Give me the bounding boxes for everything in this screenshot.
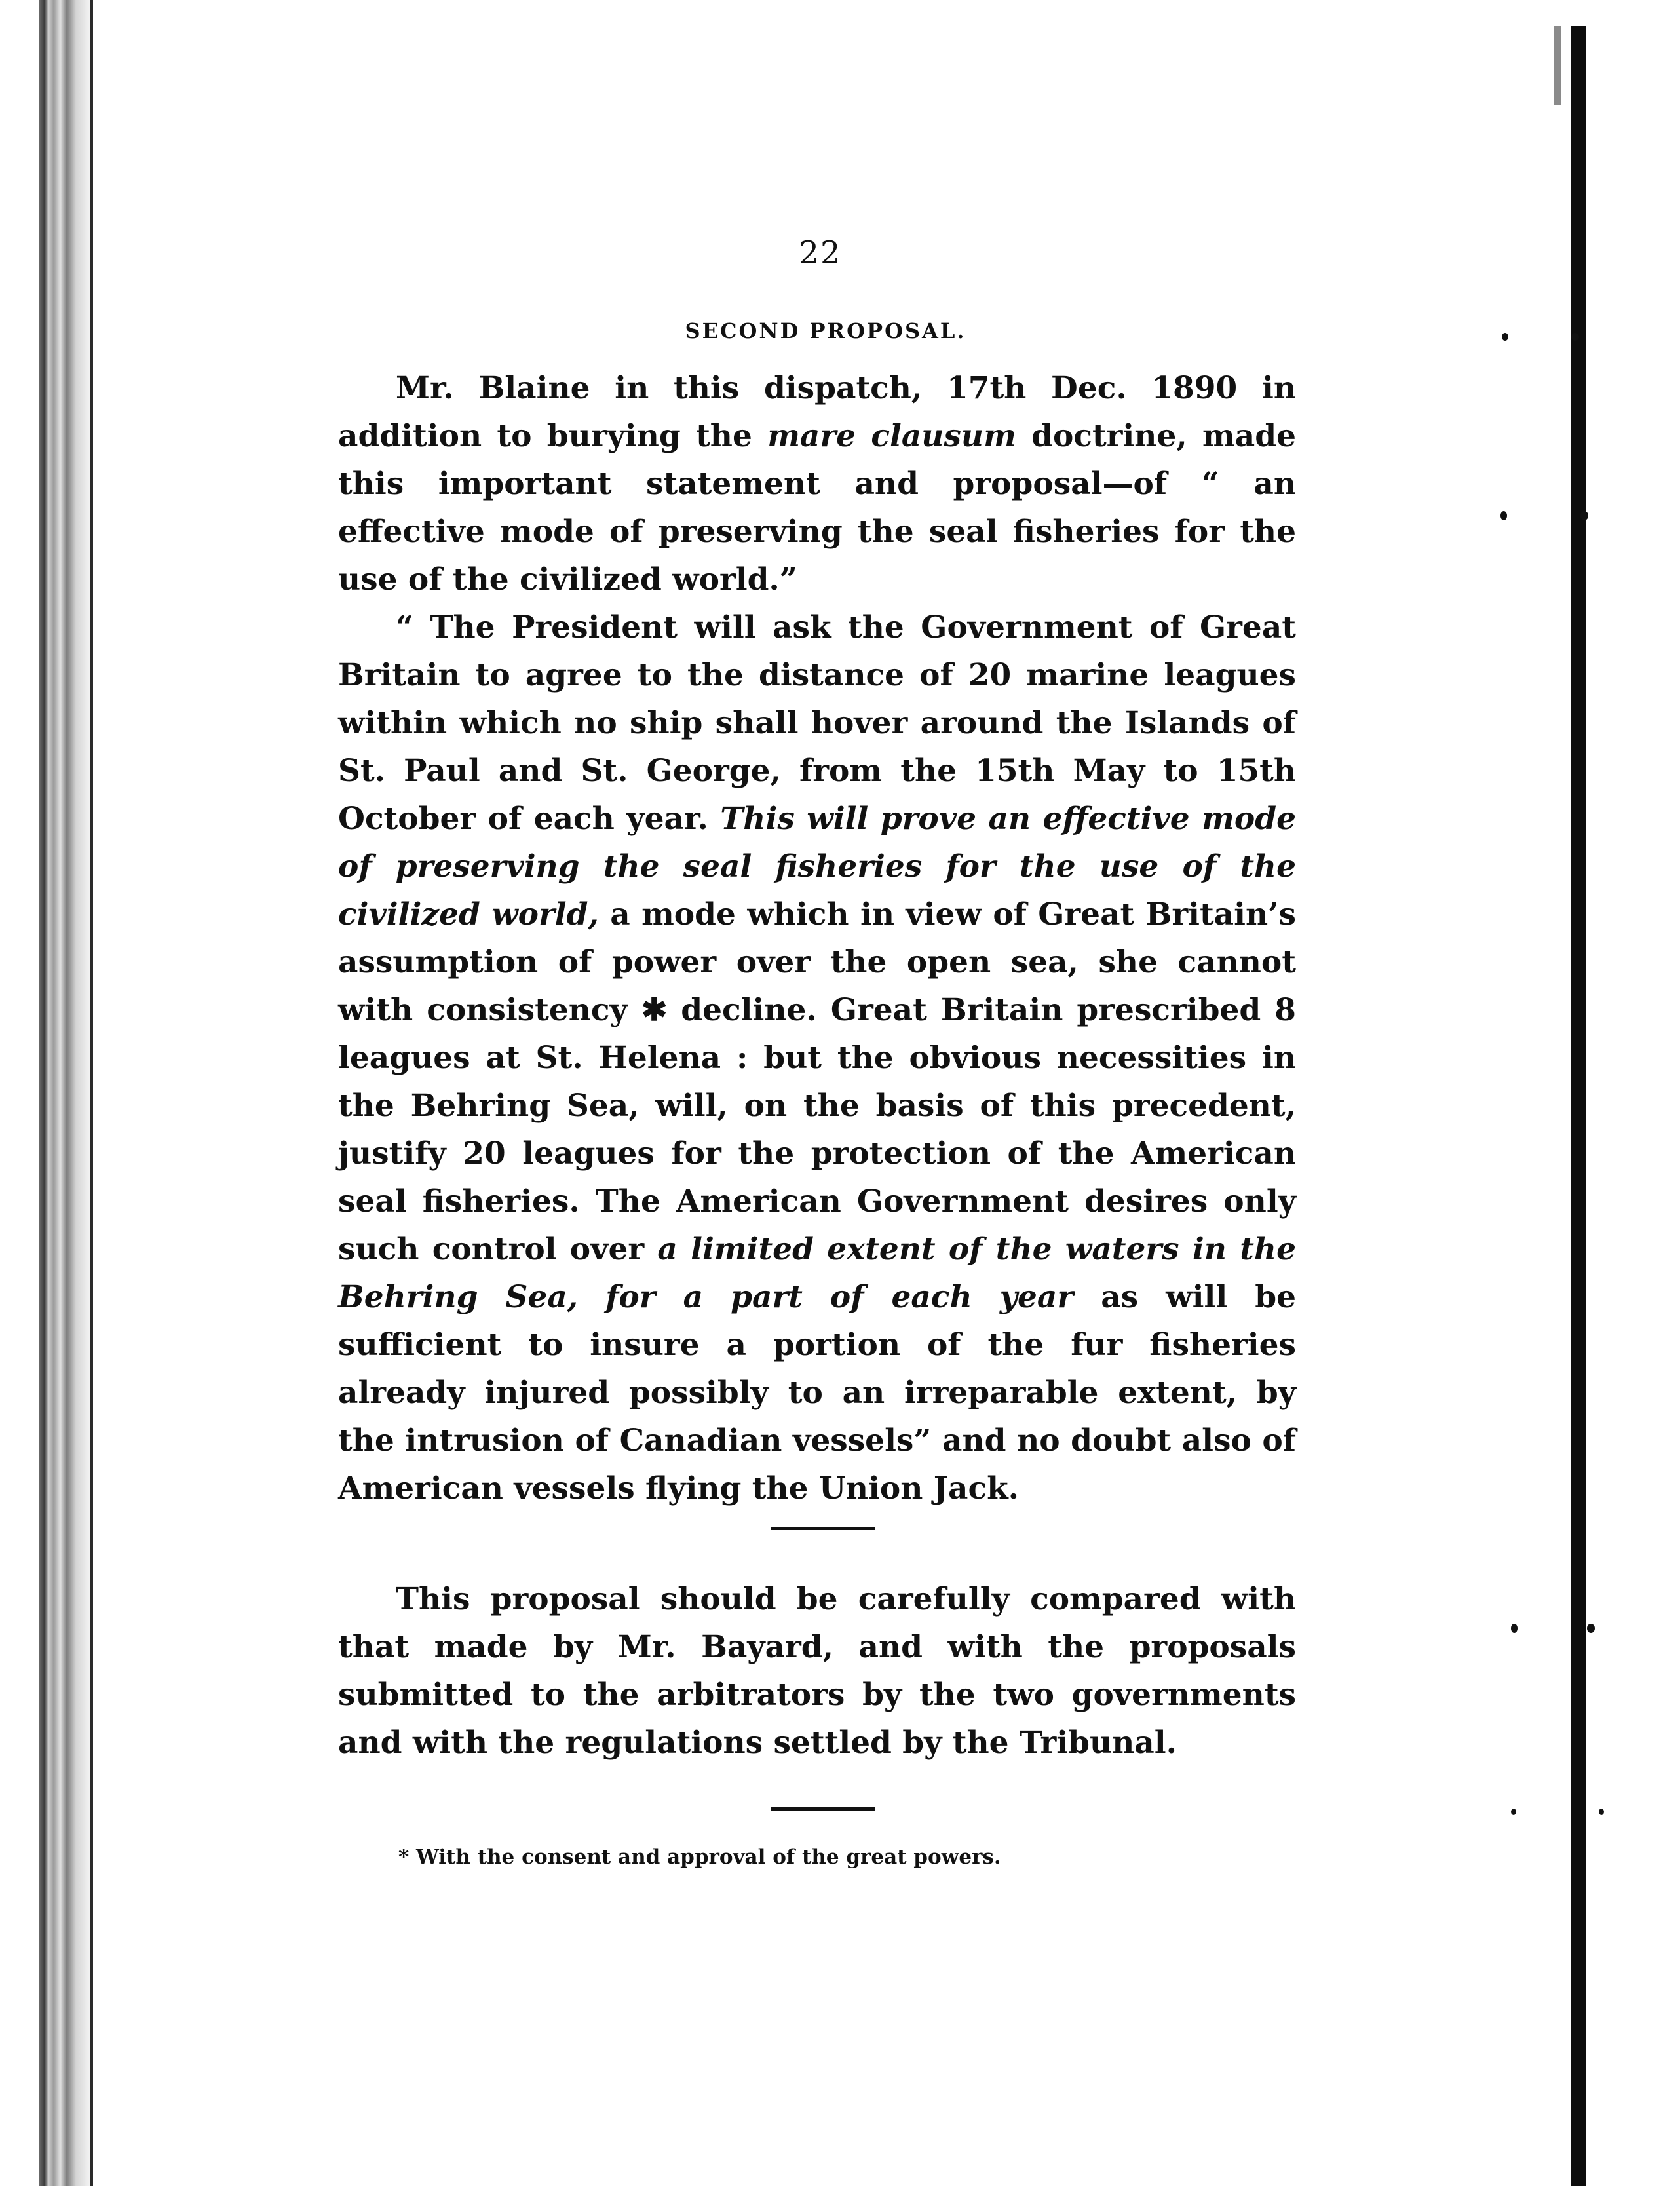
paragraph-2-text-a: “ The President will ask the Government of Great Britain to agree to the distance of 20 marine leagues within which no ship shall hover around the Islands of St. Paul and St. George, from the 15th May to 15th October of each year. <box>338 609 1296 837</box>
page-number: 22 <box>799 235 842 271</box>
paragraph-1-italic: mare clausum <box>767 418 1016 454</box>
section-divider <box>771 1527 875 1530</box>
scan-speck <box>1500 511 1507 520</box>
scan-speck <box>1580 511 1588 520</box>
scan-border-right <box>1571 26 1586 2186</box>
scan-speck <box>1511 1809 1516 1815</box>
paragraph-1-text-b: doctrine, made this important statement and proposal—of “ an effective mode of preserving the seal fisheries for the use of the civilized world.” <box>338 418 1296 598</box>
scan-speck <box>1502 333 1508 341</box>
footnote: * With the consent and approval of the great powers. <box>398 1845 1001 1869</box>
paragraph-1 <box>338 364 1296 604</box>
paragraph-1-text-a: Mr. Blaine in this dispatch, 17th Dec. 1890 in addition to burying the <box>338 370 1296 454</box>
scan-border-right-highlight <box>1554 26 1561 105</box>
scan-speck <box>1587 1624 1595 1633</box>
section-heading: SECOND PROPOSAL. <box>685 318 966 343</box>
paragraph-2-italic-2: a limited extent of the waters in the Behring Sea, for a part of each year <box>338 1231 1296 1315</box>
main-body <box>338 364 1296 1512</box>
closing-paragraph: This proposal should be carefully compared with that made by Mr. Bayard, and with the proposals submitted to the arbitrators by the two governments and with the regulations settled by the Tribunal. <box>338 1581 1296 1761</box>
scan-speck <box>1511 1624 1518 1633</box>
paragraph-2-text-b: a mode which in view of Great Britain’s assumption of power over the open sea, she cannot with consistency ✱ decline. Great Britain prescribed 8 leagues at St. Helena : but the obvious necessities in the Behring Sea, will, on the basis of this precedent, justify 20 leagues for the protection of the American seal fisheries. The American Government desires only such control over <box>338 896 1296 1267</box>
closing-paragraph-block <box>338 1575 1296 1767</box>
paragraph-2-text-c: as will be sufficient to insure a portion of the fur fisheries already injured possibly to an irreparable extent, by the intrusion of Canadian vessels” and no doubt also of American vessels flying the Union Jack. <box>338 1279 1296 1506</box>
book-spine-edge <box>39 0 90 2186</box>
scan-speck <box>1599 1809 1604 1815</box>
paragraph-2-italic-1: This will prove an effective mode of preserving the seal fisheries for the use of the civilized world, <box>338 801 1296 932</box>
paragraph-2 <box>338 604 1296 1512</box>
scan-speck <box>1571 333 1579 341</box>
spine-shadow-line <box>90 0 93 2186</box>
footnote-divider <box>771 1807 875 1811</box>
